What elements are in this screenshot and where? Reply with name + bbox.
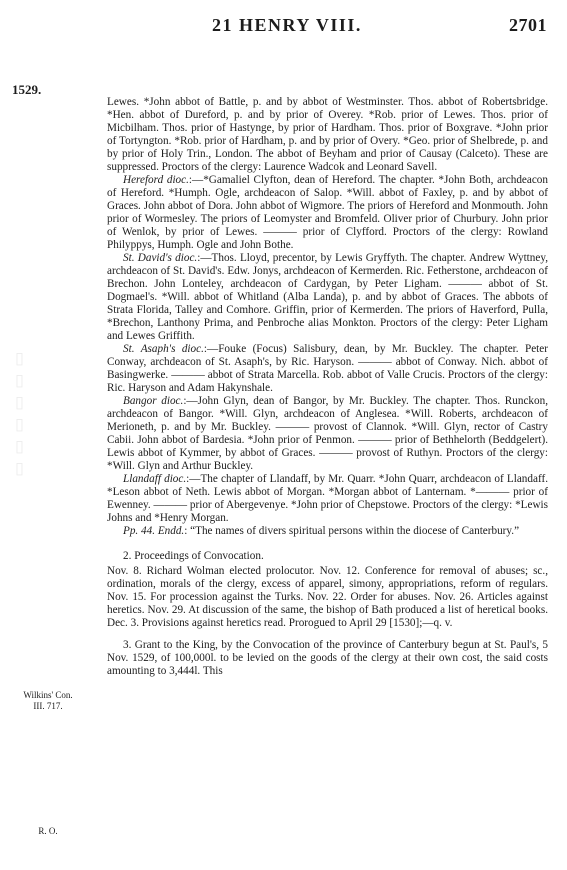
paragraph-text: Lewes. *John abbot of Battle, p. and by abbot of Westminster. Thos. abbot of Robertsbridge. *Hen. abbot of Dureford, p. and by prior of Overey. *Rob. prior of Lewes. Thos. prior of Micbilham. Thos. prior of Hastynge, by prior of Hardham. Thos. prior of Boxgrave. *John prior of Tortyngton. *Rob. prior of Hardham, p. and by prior of Overy. *Geo. prior of Shelbrede, p. and by prior of Holy Trin., London. The abbot of Beyham and prior of Causay (Calceto). These are suppressed. Proctors of the clergy: Laurence Wadcok and Leonard Savell. (107, 96, 548, 173)
page-header (0, 13, 567, 39)
paragraph-text: :—The chapter of Llandaff, by Mr. Quarr. *John Quarr, archdeacon of Llandaff. *Leson abbot of Neth. Lewis abbot of Morgan. *Morgan abbot of Lanternam. *——— prior of Ewenney. ——— prior of Abergevenye. *John prior of Chepstowe. Proctors of the clergy: *Lewis Johns and *Henry Morgan. (107, 473, 548, 524)
paragraph-llandaff (107, 473, 548, 525)
paragraph-endorsement (107, 525, 548, 538)
section-heading-convocation: 2. Proceedings of Convocation. (123, 550, 264, 562)
pages-count: Pp. 44. (123, 525, 156, 537)
diocese-name: Hereford dioc. (123, 174, 189, 186)
side-note-wilkins-ref: III. 717. (33, 701, 63, 711)
library-stamp-watermark: ▯▯▯▯▯▯ (10, 348, 29, 480)
paragraph-text: :—Thos. Lloyd, precentor, by Lewis Gryffyth. The chapter. Andrew Wyttney, archdeacon of St. David's. Edw. Jonys, archdeacon of Kermerden. Ric. Fetherstone, archdeacon of Brechon. John Lonteley, archdeacon of Cardygan, by Peter Ligham. ——— abbot of St. Dogmael's. *Will. abbot of Whitland (Alba Landa), p. and by abbot of Graces. The abbots of Strata Florida, Talley and Comhore. Griffin, prior of Kermerden. The priors of Haverford, Pulla, *Brechon, Lanthony Prima, and Penbroche alias Monkton. Proctors of the clergy: Peter Ligham and Lewes Griffith. (107, 252, 549, 342)
side-note-wilkins-title: Wilkins' Con. (23, 690, 73, 700)
endorsed-label: Endd. (157, 525, 185, 537)
paragraph-text: :—*Gamaliel Clyfton, dean of Hereford. The chapter. *John Both, archdeacon of Hereford. *Humph. Ogle, archdeacon of Salop. *Will. abbot of Faxley, p. and by abbot of Graces. John abbot of Dora. John abbot of Wigmore. The priors of Hereford and Monmouth. John prior of Wormesley. The priors of Leomyster and Bromfeld. Oliver prior of Churbury. John prior of Wenlok, by prior of Lewes. ——— prior of Clyfford. Proctors of the clergy: Rowland Philyppys, Humph. Ogle and John Bothe. (107, 174, 548, 251)
diocese-name: Llandaff dioc. (123, 473, 187, 485)
paragraph-hereford (107, 174, 548, 252)
paragraph-convocation-proceedings (107, 565, 548, 630)
paragraph-text: 3. Grant to the King, by the Convocation of the province of Canterbury begun at St. Paul's, 5 Nov. 1529, of 100,000l. to be levied on the goods of the clergy at their own cost, the said costs amounting to 3,444l. This (107, 639, 548, 677)
paragraph-st-davids (107, 252, 548, 343)
paragraph-text: :—Fouke (Focus) Salisbury, dean, by Mr. Buckley. The chapter. Peter Conway, archdeacon of St. Asaph's, by Ric. Haryson. ——— abbot of Conway. Nich. abbot of Basingwerke. ——— abbot of Strata Marcella. Rob. abbot of Valle Crucis. Proctors of the clergy: Ric. Haryson and Adam Hakynshale. (107, 343, 548, 394)
paragraph-st-asaphs (107, 343, 548, 395)
side-note-ro: R. O. (38, 826, 58, 836)
side-note-wilkins (4, 690, 92, 712)
paragraph-text: : “The names of divers spiritual persons within the diocese of Canterbury.” (184, 525, 520, 537)
year-margin: 1529. (12, 82, 42, 97)
document-body (107, 96, 548, 678)
paragraph-grant-to-king (107, 639, 548, 678)
paragraph-sussex-continued (107, 96, 548, 174)
diocese-name: St. Asaph's dioc. (123, 343, 204, 355)
paragraph-text: :—John Glyn, dean of Bangor, by Mr. Buckley. The chapter. Thos. Runckon, archdeacon of Bangor. *Will. Glyn, archdeacon of Anglesea. *Will. Roberts, archdeacon of Merioneth, p. and by Mr. Buckley. ——— provost of Clannok. *Will. Glyn, rector of Castry Cabii. John abbot of Bardesia. *John prior of Penmon. ——— prior of Bethhelorth (Beddgelert). Lewis abbot of Kymmer, by abbot of Graces. ——— provost of Ruthyn. Proctors of the clergy: *Will. Glyn and Arthur Buckley. (107, 395, 548, 472)
paragraph-text: Nov. 8. Richard Wolman elected prolocutor. Nov. 12. Conference for removal of abuses; sc., ordination, morals of the clergy, excess of apparel, simony, appropriations, reform of regulars. Nov. 15. For procession against the Turks. Nov. 22. Order for abuses. Nov. 26. Articles against heretics. Nov. 29. At discussion of the same, the bishop of Bath produced a list of heretical books. Dec. 3. Provisions against heretics read. Prorogued to April 29 [1530];—q. v. (107, 565, 548, 629)
diocese-name: Bangor dioc. (123, 395, 184, 407)
paragraph-bangor (107, 395, 548, 473)
diocese-name: St. David's dioc. (123, 252, 198, 264)
page-number: 2701 (509, 15, 547, 35)
running-title: 21 HENRY VIII. (212, 15, 362, 35)
